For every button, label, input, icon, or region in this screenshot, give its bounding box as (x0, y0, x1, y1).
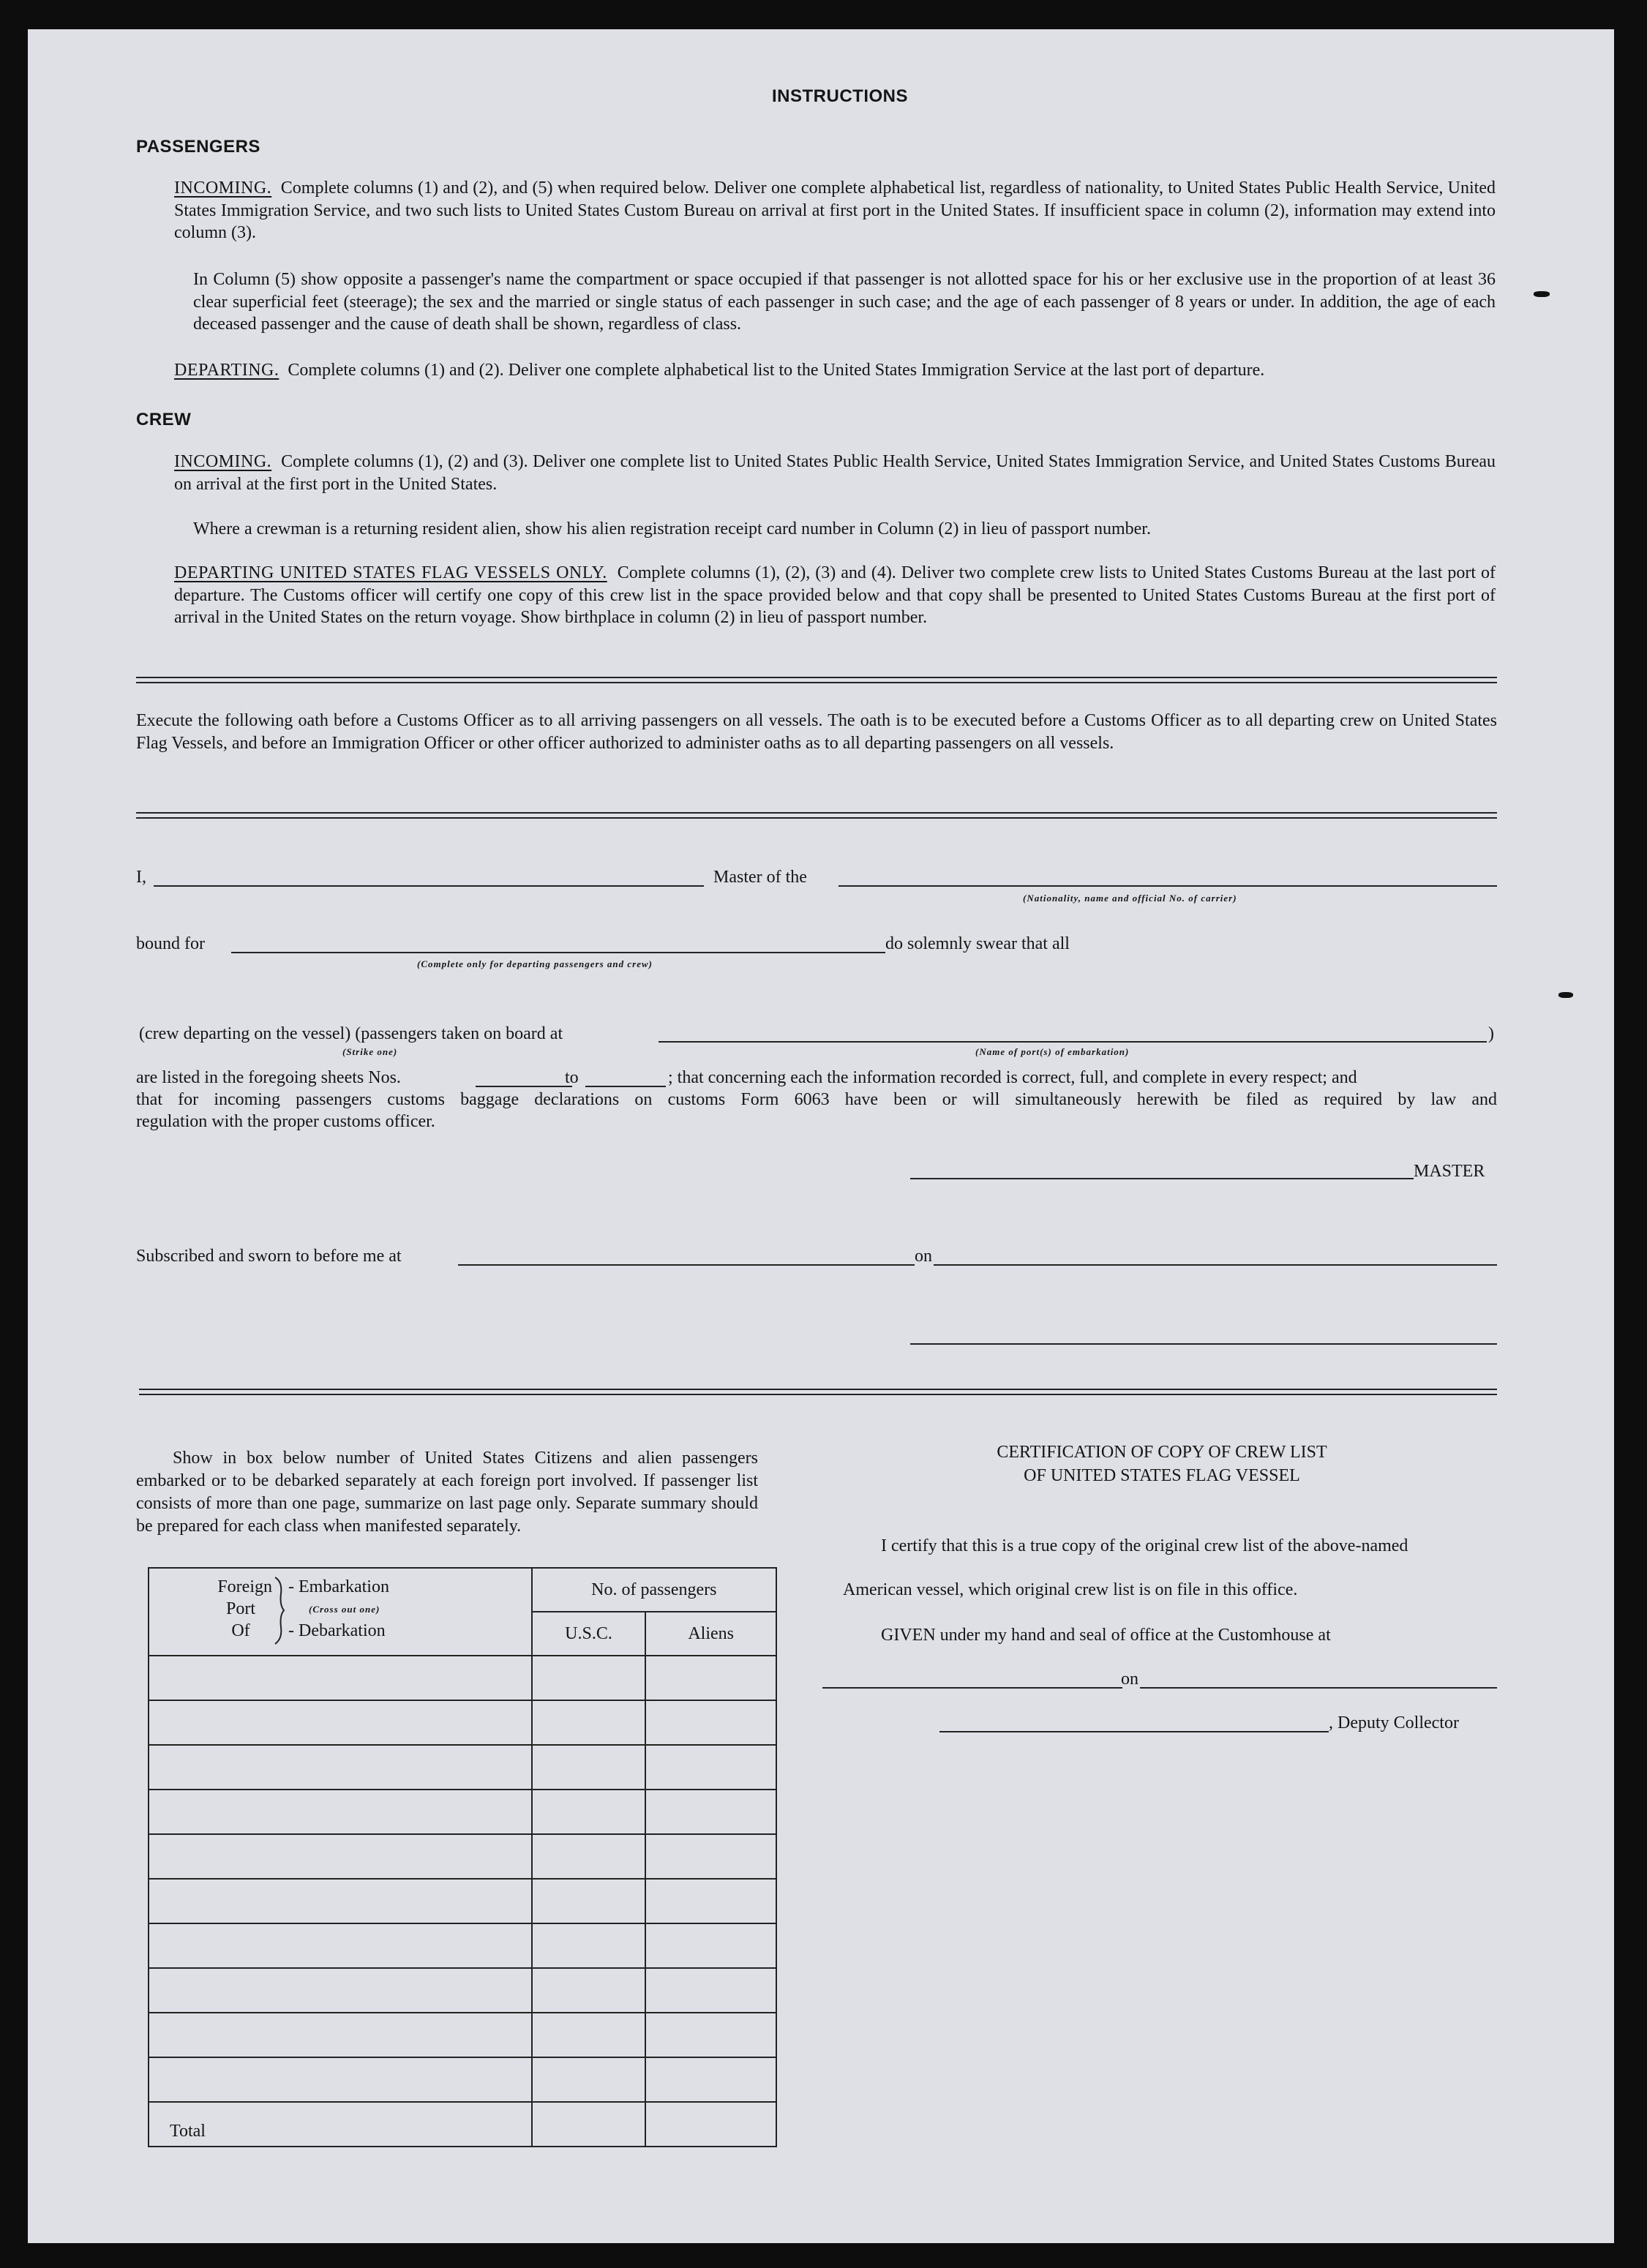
aliens-cell[interactable] (645, 1700, 776, 1745)
bound-for-line[interactable] (231, 952, 885, 953)
oath-i-label: I, (136, 868, 146, 887)
subscribed-date-line[interactable] (934, 1264, 1497, 1266)
no-passengers-header: No. of passengers (532, 1568, 776, 1612)
subscribed-label: Subscribed and sworn to before me at (136, 1247, 402, 1266)
crew-departing-text: Complete columns (1), (2), (3) and (4). Deliver two complete crew lists to United States Customs Bureau at the last port of departure. The Customs officer will certify one copy of this crew list in the space provided below and that copy shall be presented to United States Customs Bureau at the first port of arrival in the United States on the return voyage. Show birthplace in column (2) in lieu of passport number. (174, 563, 1496, 627)
port-cell[interactable] (149, 2013, 532, 2057)
port-cell[interactable] (149, 1834, 532, 1879)
summary-text: Show in box below number of United States Citizens and alien passengers embarked or to be debarked separately at each foreign port involved. If passenger list consists of more than one page, summarize on last page only. Separate summary should be prepared for each class when manifested separately. (136, 1449, 758, 1536)
embarkation-label: - Embarkation (288, 1577, 389, 1596)
usc-total-cell[interactable] (532, 2102, 646, 2147)
aliens-header: Aliens (645, 1612, 776, 1656)
aliens-cell[interactable] (645, 1790, 776, 1834)
aliens-total-cell[interactable] (645, 2102, 776, 2147)
crew-incoming-lead: INCOMING. (174, 452, 272, 471)
foreign-label: Foreign (217, 1577, 272, 1596)
deputy-signature-line[interactable] (939, 1731, 1329, 1732)
carrier-line[interactable] (838, 885, 1497, 887)
crew-heading: CREW (136, 410, 192, 429)
page-title: INSTRUCTIONS (772, 86, 908, 106)
subscribed-on-label: on (915, 1247, 932, 1266)
scan-speck (1534, 291, 1550, 297)
passengers-incoming-text: Complete columns (1) and (2), and (5) when required below. Deliver one complete alphabetical list, regardless of nationality, to United States Public Health Service, United States Immigration Service, and two such lists to United States Custom Bureau on arrival at first port in the United States. If insufficient space in column (2), information may extend into column (3). (174, 179, 1496, 242)
aliens-cell[interactable] (645, 1923, 776, 1968)
aliens-cell[interactable] (645, 2013, 776, 2057)
port-cell[interactable] (149, 1879, 532, 1923)
passengers-departing-lead: DEPARTING. (174, 361, 279, 380)
master-name-line[interactable] (154, 885, 704, 887)
port-label: Port (225, 1599, 255, 1618)
certification-title-line2: OF UNITED STATES FLAG VESSEL (1024, 1466, 1300, 1485)
bound-for-label: bound for (136, 934, 205, 953)
customhouse-place-line[interactable] (822, 1687, 1122, 1689)
port-cell[interactable] (149, 1656, 532, 1700)
sheet-to-line[interactable] (585, 1086, 666, 1087)
section-divider (139, 1389, 1497, 1395)
subscribed-place-line[interactable] (458, 1264, 915, 1266)
given-line: GIVEN under my hand and seal of office at the Customhouse at (881, 1626, 1331, 1645)
crew-departing-lead: DEPARTING UNITED STATES FLAG VESSELS ONLY. (174, 563, 607, 582)
aliens-cell[interactable] (645, 1745, 776, 1790)
certification-on-label: on (1121, 1670, 1138, 1689)
master-label: MASTER (1414, 1162, 1485, 1181)
usc-cell[interactable] (532, 2013, 646, 2057)
certify-line2: American vessel, which original crew list is on file in this office. (843, 1580, 1298, 1599)
crew-incoming-text: Complete columns (1), (2) and (3). Deliver one complete list to United States Public Health Service, United States Immigration Service, and United States Customs Bureau on arrival at the first port in the United States. (174, 452, 1496, 494)
usc-cell[interactable] (532, 1834, 646, 1879)
certify-line1: I certify that this is a true copy of the original crew list of the above-named (881, 1536, 1408, 1555)
strike-one-note: (Strike one) (342, 1046, 398, 1057)
port-cell[interactable] (149, 1745, 532, 1790)
listed-post: ; that concerning each the information recorded is correct, full, and complete in every respect; and (668, 1068, 1357, 1087)
passenger-summary-table (148, 1567, 777, 2147)
swear-label: do solemnly swear that all (885, 934, 1070, 953)
ports-note: (Name of port(s) of embarkation) (975, 1046, 1130, 1057)
passengers-incoming-paragraph (174, 177, 1496, 244)
listed-line2: that for incoming passengers customs baggage declarations on customs Form 6063 have been or will simultaneously herewith be filed as required by law and (136, 1090, 1497, 1109)
passengers-departing-text: Complete columns (1) and (2). Deliver one complete alphabetical list to the United States Immigration Service at the last port of departure. (288, 361, 1265, 380)
section-divider (136, 677, 1497, 683)
port-cell[interactable] (149, 1923, 532, 1968)
aliens-cell[interactable] (645, 2057, 776, 2102)
passengers-heading: PASSENGERS (136, 137, 260, 157)
listed-to: to (565, 1068, 579, 1087)
usc-cell[interactable] (532, 1879, 646, 1923)
section-divider (136, 812, 1497, 819)
deputy-collector-label: , Deputy Collector (1329, 1713, 1459, 1732)
usc-cell[interactable] (532, 1700, 646, 1745)
crew-departing-paragraph (174, 562, 1496, 629)
port-cell[interactable] (149, 1700, 532, 1745)
passengers-incoming-lead: INCOMING. (174, 179, 272, 198)
aliens-cell[interactable] (645, 1834, 776, 1879)
master-signature-line[interactable] (910, 1178, 1414, 1179)
listed-pre: are listed in the foregoing sheets Nos. (136, 1068, 401, 1087)
crew-resident-paragraph: Where a crewman is a returning resident alien, show his alien registration receipt card number in Column (2) in lieu of passport number. (193, 519, 1151, 538)
usc-cell[interactable] (532, 1656, 646, 1700)
cross-out-note: (Cross out one) (309, 1604, 380, 1615)
usc-cell[interactable] (532, 1923, 646, 1968)
usc-cell[interactable] (532, 1968, 646, 2013)
total-label: Total (149, 2102, 532, 2147)
debarkation-label: - Debarkation (288, 1621, 386, 1640)
usc-cell[interactable] (532, 2057, 646, 2102)
brace-icon (272, 1576, 287, 1645)
passengers-departing-paragraph (174, 359, 1496, 382)
usc-header: U.S.C. (532, 1612, 646, 1656)
certification-date-line[interactable] (1140, 1687, 1497, 1689)
port-cell[interactable] (149, 1968, 532, 2013)
aliens-cell[interactable] (645, 1879, 776, 1923)
port-cell[interactable] (149, 1790, 532, 1834)
aliens-cell[interactable] (645, 1968, 776, 2013)
of-label: Of (231, 1621, 250, 1640)
scan-speck (1558, 992, 1573, 998)
complete-only-note: (Complete only for departing passengers and crew) (417, 958, 653, 969)
usc-cell[interactable] (532, 1790, 646, 1834)
document-sheet (28, 29, 1614, 2243)
master-of-label: Master of the (713, 868, 807, 887)
nationality-note: (Nationality, name and official No. of carrier) (1023, 893, 1237, 904)
aliens-cell[interactable] (645, 1656, 776, 1700)
certification-title-line1: CERTIFICATION OF COPY OF CREW LIST (997, 1443, 1327, 1462)
usc-cell[interactable] (532, 1745, 646, 1790)
oath-intro: Execute the following oath before a Customs Officer as to all arriving passengers on all vessels. The oath is to be executed before a Customs Officer as to all departing crew on United States Flag Vessels, and before an Immigration Officer or other officer authorized to administer oaths as to all departing passengers on all vessels. (136, 711, 1497, 753)
listed-line3: regulation with the proper customs officer. (136, 1112, 435, 1131)
port-cell[interactable] (149, 2057, 532, 2102)
crew-departing-label: (crew departing on the vessel) (passengers taken on board at (139, 1024, 563, 1043)
close-paren: ) (1488, 1024, 1494, 1043)
officer-signature-line[interactable] (910, 1343, 1497, 1345)
passengers-column5-paragraph: In Column (5) show opposite a passenger's name the compartment or space occupied if that passenger is not allotted space for his or her exclusive use in the proportion of at least 36 clear superficial feet (steerage); the sex and the married or single status of each passenger in such case; and the age of each passenger of 8 years or under. In addition, the age of each deceased passenger and the cause of death shall be shown, regardless of class. (193, 270, 1496, 334)
embarkation-ports-line[interactable] (659, 1041, 1487, 1043)
port-header-cell (149, 1568, 532, 1656)
sheet-from-line[interactable] (476, 1086, 572, 1087)
crew-incoming-paragraph (174, 451, 1496, 495)
